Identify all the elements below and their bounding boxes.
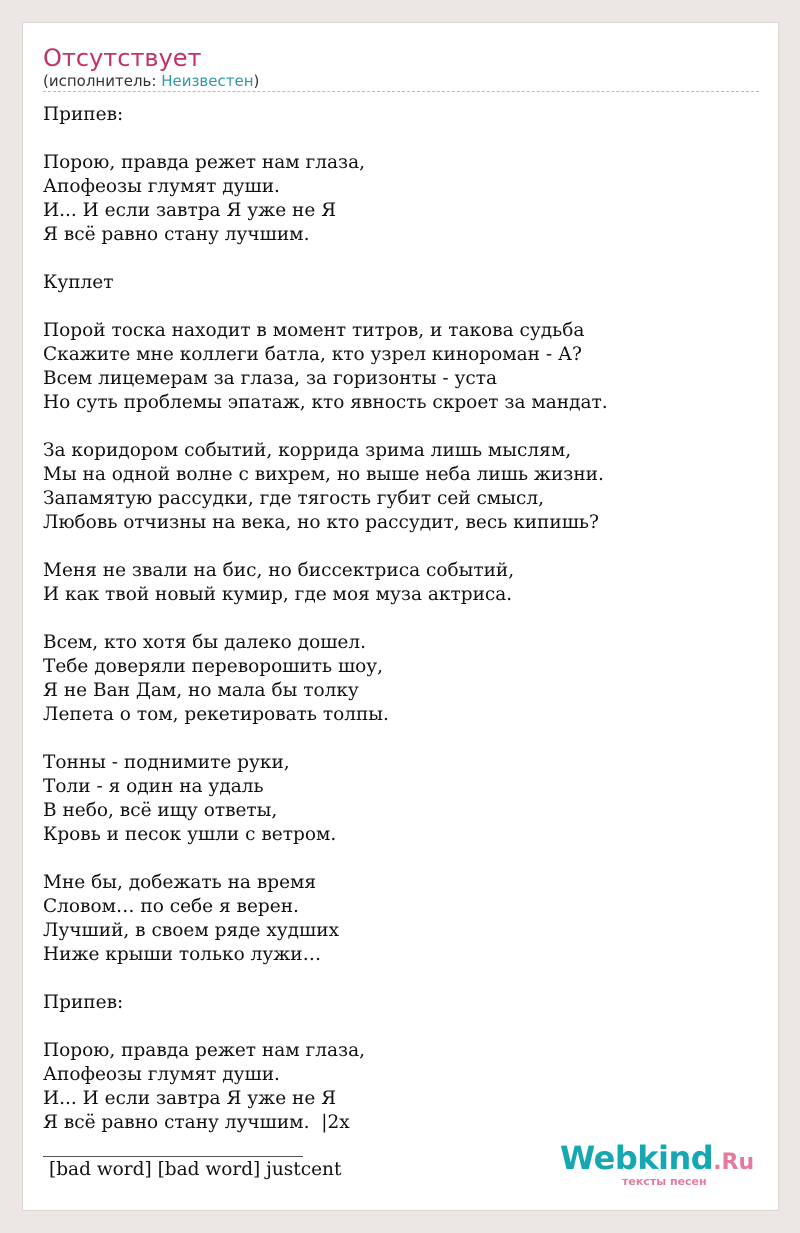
lyrics-card [22, 22, 779, 1211]
credits: [bad word] [bad word] justcent [49, 1159, 342, 1180]
artist-prefix: (исполнитель: [43, 72, 162, 90]
lyrics-line: Порою, правда режет нам глаза, [43, 152, 366, 173]
artist-suffix: ) [253, 72, 260, 90]
lyrics-line: Всем лицемерам за глаза, за горизонты - уста [43, 368, 497, 389]
brand-name: Webkind [560, 1139, 714, 1177]
lyrics-line: Мы на одной волне с вихрем, но выше неба лишь жизни. [43, 464, 604, 485]
brand-tagline: тексты песен [622, 1175, 707, 1188]
lyrics-line: Я всё равно стану лучшим. [43, 224, 310, 245]
lyrics-line: Всем, кто хотя бы далеко дошел. [43, 632, 366, 653]
lyrics-blank-line [43, 1015, 763, 1039]
lyrics-line: Но суть проблемы эпатаж, кто явность скроет за мандат. [43, 392, 608, 413]
lyrics-line: Толи - я один на удаль [43, 776, 264, 797]
lyrics-line: Скажите мне коллеги батла, кто узрел кинороман - А? [43, 344, 582, 365]
lyrics-line: За коридором событий, коррида зрима лишь мыслям, [43, 440, 572, 461]
lyrics-line: Любовь отчизны на века, но кто рассудит, весь кипишь? [43, 512, 599, 533]
lyrics-line: И как твой новый кумир, где моя муза актриса. [43, 584, 513, 605]
lyrics-line: Словом… по себе я верен. [43, 896, 299, 917]
lyrics-blank-line [43, 415, 763, 439]
lyrics-line: Порой тоска находит в момент титров, и такова судьба [43, 320, 585, 341]
lyrics-blank-line [43, 727, 763, 751]
song-title: Отсутствует [43, 44, 202, 72]
lyrics-line: Запамятую рассудки, где тягость губит сей смысл, [43, 488, 544, 509]
lyrics-line: И... И если завтра Я уже не Я [43, 200, 337, 221]
lyrics-line: Лепета о том, рекетировать толпы. [43, 704, 389, 725]
lyrics-line: Кровь и песок ушли с ветром. [43, 824, 337, 845]
header-divider [43, 91, 759, 92]
lyrics-line: Тонны - поднимите руки, [43, 752, 290, 773]
lyrics-line: Припев: [43, 104, 124, 125]
lyrics-line: Апофеозы глумят души. [43, 1064, 280, 1085]
lyrics-blank-line [43, 967, 763, 991]
lyrics-blank-line [43, 295, 763, 319]
lyrics-line: Я не Ван Дам, но мала бы толку [43, 680, 359, 701]
lyrics-blank-line [43, 535, 763, 559]
lyrics-body [43, 103, 763, 1135]
webkind-logo[interactable] [560, 1139, 755, 1177]
lyrics-line: Апофеозы глумят души. [43, 176, 280, 197]
brand-tld: .Ru [713, 1150, 755, 1175]
lyrics-blank-line [43, 607, 763, 631]
lyrics-blank-line [43, 247, 763, 271]
lyrics-line: Мне бы, добежать на время [43, 872, 317, 893]
lyrics-line: В небо, всё ищу ответы, [43, 800, 278, 821]
lyrics-line: Лучший, в своем ряде худших [43, 920, 340, 941]
lyrics-line: Порою, правда режет нам глаза, [43, 1040, 366, 1061]
artist-line [43, 72, 259, 90]
artist-link[interactable]: Неизвестен [161, 72, 254, 90]
lyrics-line: Я всё равно стану лучшим. |2x [43, 1112, 350, 1133]
lyrics-line: Ниже крыши только лужи… [43, 944, 322, 965]
lyrics-line: Куплет [43, 272, 114, 293]
lyrics-line: Тебе доверяли переворошить шоу, [43, 656, 384, 677]
lyrics-line: Меня не звали на бис, но биссектриса событий, [43, 560, 515, 581]
lyrics-line: И... И если завтра Я уже не Я [43, 1088, 337, 1109]
lyrics-line: Припев: [43, 992, 124, 1013]
lyrics-blank-line [43, 847, 763, 871]
lyrics-blank-line [43, 127, 763, 151]
footer-divider [43, 1156, 303, 1157]
